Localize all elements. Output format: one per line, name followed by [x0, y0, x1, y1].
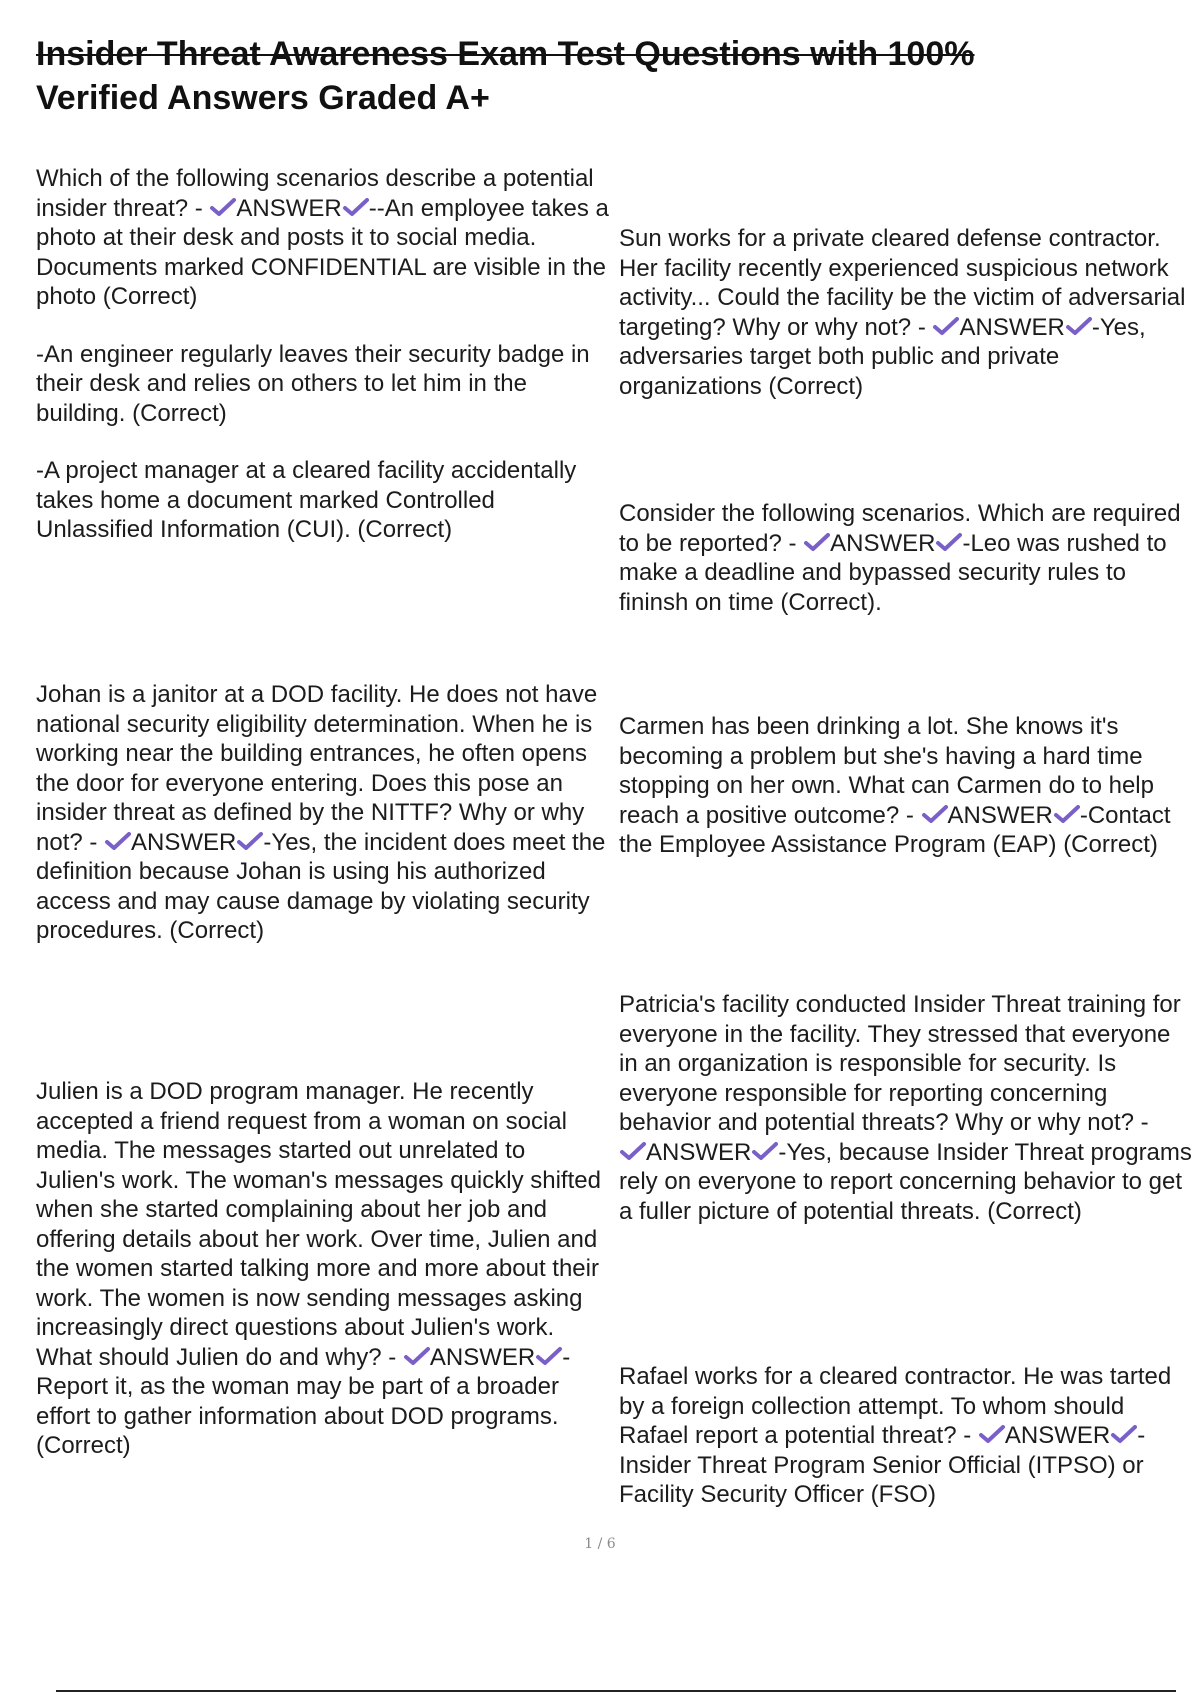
qa-block-right-1: [619, 224, 1195, 401]
qa-text: [36, 1077, 610, 1461]
checkmark-icon: [209, 197, 236, 217]
answer-text: -Yes, the incident does meet the definition because Johan is using his authorized access and may cause damage by violating security procedures. (Correct): [36, 828, 606, 944]
answer-label: ANSWER: [236, 194, 342, 222]
checkmark-icon: [751, 1141, 778, 1161]
answer-text: -Yes, adversaries target both public and private organizations (Correct): [619, 313, 1146, 400]
answer-text: -Report it, as the woman may be part of a broader effort to gather information about DOD programs. (Correct): [36, 1343, 571, 1459]
qa-block-left-2: [36, 680, 610, 946]
qa-block-right-3: [619, 712, 1195, 860]
title-line-1: Insider Threat Awareness Exam Test Questions with 100%: [36, 35, 975, 73]
qa-block-right-5: [619, 1362, 1195, 1510]
qa-text: [619, 499, 1195, 617]
checkmark-icon: [935, 532, 962, 552]
title-line-2: Verified Answers Graded A+: [36, 79, 490, 117]
checkmark-icon: [535, 1346, 562, 1366]
answer-text: --An employee takes a photo at their desk and posts it to social media. Documents marked CONFIDENTIAL are visible in the photo (Correct): [36, 194, 609, 310]
checkmark-icon: [932, 316, 959, 336]
qa-block-left-3: [36, 1077, 610, 1461]
question-text: Which of the following scenarios describe a potential insider threat? -: [36, 165, 594, 222]
answer-label: ANSWER: [646, 1138, 752, 1166]
checkmark-icon: [236, 831, 263, 851]
checkmark-icon: [921, 804, 948, 824]
answer-extra: -A project manager at a cleared facility accidentally takes home a document marked Controlled Unlassified Information (CUI). (Correct): [36, 457, 577, 543]
qa-text: [619, 1362, 1195, 1510]
answer-text: -Contact the Employee Assistance Program (EAP) (Correct): [619, 801, 1171, 858]
answer-label: ANSWER: [131, 828, 237, 856]
answer-text: -Leo was rushed to make a deadline and bypassed security rules to fininsh on time (Correct).: [619, 529, 1167, 616]
answer-label: ANSWER: [1004, 1422, 1111, 1449]
question-text: Consider the following scenarios. Which are required to be reported? -: [619, 500, 1181, 557]
checkmark-icon: [104, 831, 131, 851]
question-text: Rafael works for a cleared contractor. He was tarted by a foreign collection attempt. To whom should Rafael report a potential threat? -: [619, 1363, 1172, 1449]
answer-label: ANSWER: [947, 801, 1053, 829]
answer-text: -Insider Threat Program Senior Official (ITPSO) or Facility Security Officer (FSO): [619, 1422, 1146, 1508]
page-number: 1 / 6: [584, 1536, 616, 1552]
qa-block-right-2: [619, 499, 1195, 617]
qa-text: [36, 164, 610, 312]
question-text: Sun works for a private cleared defense contractor. Her facility recently experienced suspicious network activity... Could the facility be the victim of adversarial targeting? Why or why not? -: [619, 225, 1186, 341]
checkmark-icon: [978, 1424, 1005, 1444]
checkmark-icon: [342, 197, 369, 217]
question-text: Julien is a DOD program manager. He recently accepted a friend request from a woman on social media. The messages started out unrelated to Julien's work. The woman's messages quickly shifted when she started complaining about her job and offering details about her work. Over time, Julien and the women started talking more and more about their work. The women is now sending messages asking increasingly direct questions about Julien's work. What should Julien do and why? -: [36, 1078, 601, 1371]
checkmark-icon: [803, 532, 830, 552]
answer-text: -Yes, because Insider Threat programs rely on everyone to report concerning behavior to get a fuller picture of potential threats. (Correct): [619, 1138, 1192, 1225]
question-text: Patricia's facility conducted Insider Threat training for everyone in the facility. They stressed that everyone in an organization is responsible for security. Is everyone responsible for reporting concerning behavior and potential threats? Why or why not? -: [619, 991, 1181, 1136]
checkmark-icon: [403, 1346, 430, 1366]
answer-label: ANSWER: [959, 313, 1065, 341]
qa-text: [619, 990, 1195, 1226]
qa-block-right-4: [619, 990, 1195, 1226]
answer-extra: -An engineer regularly leaves their security badge in their desk and relies on others to let him in the building. (Correct): [36, 340, 590, 427]
qa-text: [36, 680, 610, 946]
checkmark-icon: [1053, 804, 1080, 824]
checkmark-icon: [1110, 1424, 1137, 1444]
answer-label: ANSWER: [429, 1343, 536, 1371]
answer-label: ANSWER: [830, 529, 936, 557]
question-text: Carmen has been drinking a lot. She knows it's becoming a problem but she's having a hard time stopping on her own. What can Carmen do to help reach a positive outcome? -: [619, 713, 1154, 829]
question-text: Johan is a janitor at a DOD facility. He does not have national security eligibility determination. When he is working near the building entrances, he often opens the door for everyone entering. Does this pose an insider threat as defined by the NITTF? Why or why not? -: [36, 681, 598, 856]
document-title: [36, 32, 1136, 120]
checkmark-icon: [1065, 316, 1092, 336]
qa-text: [619, 712, 1195, 860]
qa-block-left-1: [36, 164, 610, 545]
qa-text: [619, 224, 1195, 401]
footer-divider: [56, 1690, 1176, 1692]
checkmark-icon: [619, 1141, 646, 1161]
